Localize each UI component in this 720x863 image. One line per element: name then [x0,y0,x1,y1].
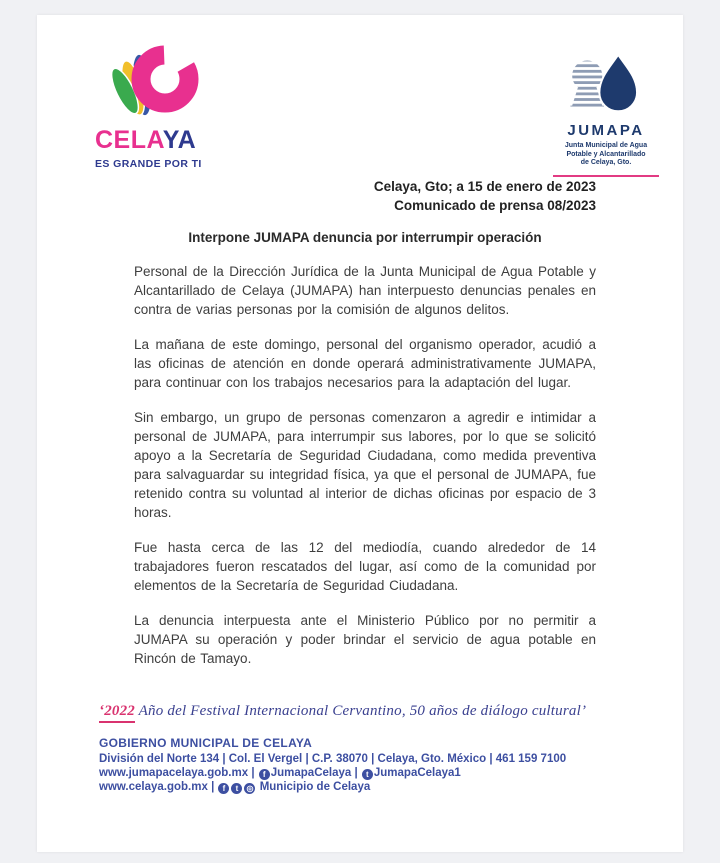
jumapa-drop-icon [563,53,649,115]
jumapa-subtitle-line: de Celaya, Gto. [580,159,632,166]
jumapa-twitter-handle: JumapaCelaya1 [373,767,461,779]
paragraph: Personal de la Dirección Jurídica de la Junta Municipal de Agua Potable y Alcantarillado de Celaya (JUMAPA) han interpuesto denuncias penales en contra de varias personas por la comisión de algunos delitos. [134,264,596,317]
jumapa-web-line [99,766,683,780]
release-number: Comunicado de prensa 08/2023 [394,198,596,213]
government-name: GOBIERNO MUNICIPAL DE CELAYA [99,736,313,750]
jumapa-subtitle [547,142,665,168]
jumapa-website: www.jumapacelaya.gob.mx [99,767,249,779]
paragraph: Sin embargo, un grupo de personas comenzaron a agredir e intimidar a personal de JUMAPA, para interrumpir sus labores, por lo que se solicitó apoyo a la Secretaría de Seguridad Ciudadana, como medida preventiva para salvaguardar su integridad física, ya que el personal de JUMAPA, fue retenido contra su voluntad al interior de dichas oficinas por espacio de 3 horas. [134,410,596,520]
celaya-tagline: ES GRANDE POR TI [95,158,202,170]
celaya-web-line [99,780,683,794]
address-line: División del Norte 134 | Col. El Vergel | C.P. 38070 | Celaya, Gto. México | 461 159 7100 [99,753,567,765]
celaya-c-icon [95,43,210,121]
press-release-title: Interpone JUMAPA denuncia por interrumpir operación [188,230,542,245]
paragraph: Fue hasta cerca de las 12 del mediodía, cuando alrededor de 14 trabajadores fueron rescatados del lugar, así como de la comunidad por elementos de la Secretaría de Seguridad Ciudadana. [134,540,596,593]
twitter-icon: t [362,769,373,780]
jumapa-subtitle-line: Junta Municipal de Agua [564,142,648,149]
separator: | [207,781,218,793]
celaya-wordmark [95,128,245,153]
facebook-icon: f [218,783,229,794]
celaya-website: www.celaya.gob.mx [99,781,208,793]
celaya-wordmark-blue: YA [162,126,197,154]
dateline: Celaya, Gto; a 15 de enero de 2023 [373,179,596,194]
dateline-block [134,177,596,215]
jumapa-wordmark: JUMAPA [567,122,645,139]
footer-contact-block [99,736,683,794]
cervantino-slogan [99,703,683,720]
twitter-icon: t [231,783,242,794]
separator: | [248,767,258,779]
instagram-icon: ◎ [244,783,255,794]
slogan-year: ‘2022 [99,703,135,723]
jumapa-logo [547,53,665,177]
celaya-social-account: Municipio de Celaya [259,781,371,793]
facebook-icon: f [259,769,270,780]
slogan-text: Año del Festival Internacional Cervantino, 50 años de diálogo cultural’ [135,703,587,719]
letter-body [37,177,683,668]
celaya-wordmark-pink: CELA [95,126,163,154]
press-release-page [37,15,683,852]
letterhead [37,15,683,170]
jumapa-facebook-handle: JumapaCelaya [270,767,352,779]
separator: | [351,767,361,779]
jumapa-subtitle-line: Potable y Alcantarillado [566,150,646,158]
paragraph: La denuncia interpuesta ante el Ministerio Público por no permitir a JUMAPA su operación y poder brindar el servicio de agua potable en Rincón de Tamayo. [134,613,596,666]
celaya-logo [95,43,245,170]
paragraph: La mañana de este domingo, personal del organismo operador, acudió a las oficinas de atención en donde operará administrativamente JUMAPA, para continuar con los trabajos necesarios para la adaptación del lugar. [134,337,596,390]
